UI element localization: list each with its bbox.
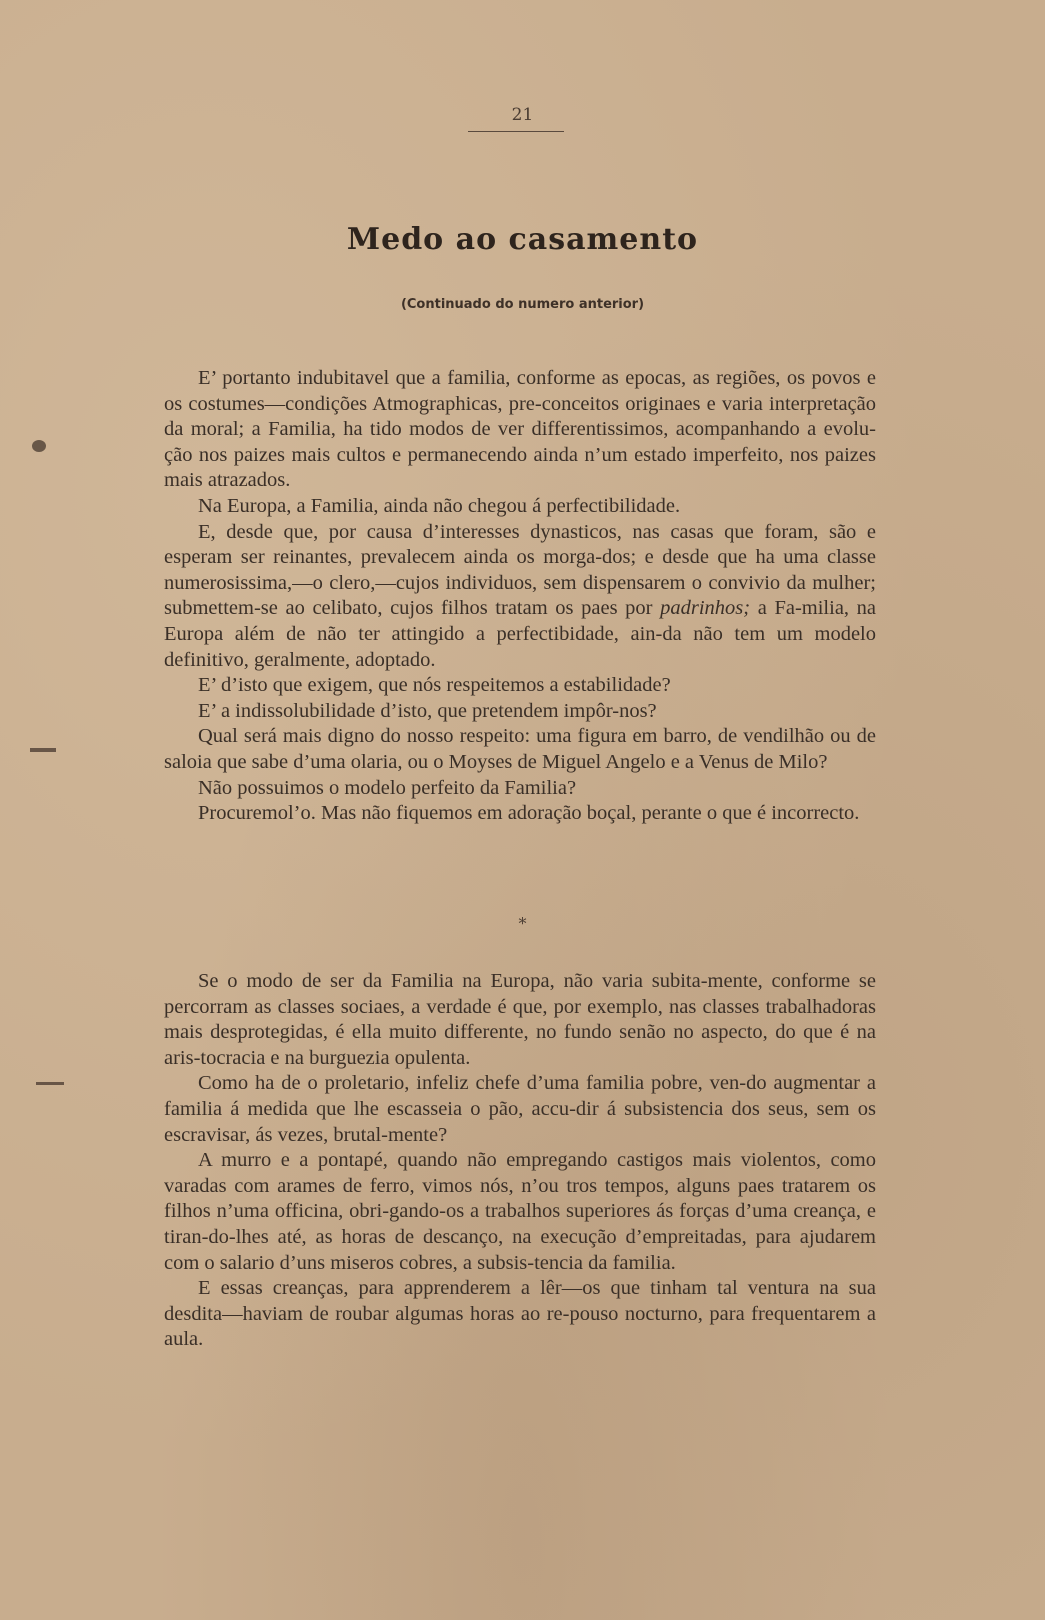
paragraph: E’ a indissolubilidade d’isto, que pretendem impôr-nos? bbox=[198, 699, 657, 722]
paragraph: Na Europa, a Familia, ainda não chegou á perfectibilidade. bbox=[198, 494, 681, 517]
margin-speck bbox=[32, 440, 46, 452]
page-number-rule bbox=[468, 131, 564, 132]
section-separator: * bbox=[518, 914, 527, 933]
paragraph: Se o modo de ser da Familia na Europa, não varia subita-mente, conforme se percorram as classes sociaes, a verdade é que, por exemplo, nas classes trabalhadoras mais desprotegidas, é ella muito differente, no fundo senão no aspecto, do que é na aris-tocracia e na burguezia opulenta. bbox=[164, 970, 876, 1069]
article-section-2 bbox=[164, 969, 876, 1353]
paragraph: Como ha de o proletario, infeliz chefe d’uma familia pobre, ven-do augmentar a familia á medida que lhe escasseia o pão, accu-dir á subsistencia dos seus, sem os escravisar, ás vezes, brutal-mente? bbox=[164, 1072, 876, 1146]
paragraph: A murro e a pontapé, quando não empregando castigos mais violentos, como varadas com arames de ferro, vimos nós, n’ou tros tempos, alguns paes tratarem os filhos n’uma officina, obri-gando-os a trabalhos superiores ás forças d’uma creança, e tiran-do-lhes até, as horas de descanço, na execução d’empreitadas, para ajudarem com o salario d’uns miseros cobres, a subsis-tencia da familia. bbox=[164, 1149, 876, 1274]
margin-speck bbox=[30, 748, 56, 752]
paragraph: E’ d’isto que exigem, que nós respeitemos a estabilidade? bbox=[198, 674, 671, 697]
margin-speck bbox=[36, 1082, 64, 1085]
article-subtitle: (Continuado do numero anterior) bbox=[400, 297, 645, 312]
paragraph: Qual será mais digno do nosso respeito: uma figura em barro, de vendilhão ou de saloia que sabe d’uma olaria, ou o Moyses de Miguel Angelo e a Venus de Milo? bbox=[164, 725, 876, 773]
paragraph: Procuremol’o. Mas não fiquemos em adoração boçal, perante o que é incorrecto. bbox=[198, 802, 860, 825]
paragraph bbox=[164, 520, 876, 674]
page-number: 21 bbox=[511, 105, 534, 125]
paragraph: E’ portanto indubitavel que a familia, conforme as epocas, as regiões, os povos e os costumes—condições Atmographicas, pre-conceitos originaes e varia interpretação da moral; a Familia, ha tido modos de ver differentissimos, acompanhando a evolu-ção nos paizes mais cultos e permanecendo ainda n’um estado imperfeito, nos paizes mais atrazados. bbox=[164, 367, 876, 492]
italic-term: padrinhos; bbox=[660, 597, 751, 620]
paragraph: Não possuimos o modelo perfeito da Familia? bbox=[198, 776, 577, 799]
paragraph-text: E, desde que, por causa d’interesses dynasticos, nas casas que foram, são e esperam ser reinantes, prevalecem ainda os morga-dos; e desde que ha uma classe numerosissima,—o clero,—cujos individuos, sem dispensarem o convivio da mulher; submettem-se ao celibato, cujos filhos tratam os paes por bbox=[164, 520, 876, 620]
article-title: Medo ao casamento bbox=[346, 222, 699, 257]
article-section-1 bbox=[164, 366, 876, 827]
paragraph-text: a Fa-milia, na Europa além de não ter attingido a perfectibidade, ain-da não tem um modelo definitivo, geralmente, adoptado. bbox=[164, 597, 877, 671]
paragraph: E essas creanças, para apprenderem a lêr—os que tinham tal ventura na sua desdita—haviam de roubar algumas horas ao re-pouso nocturno, para frequentarem a aula. bbox=[164, 1277, 876, 1351]
